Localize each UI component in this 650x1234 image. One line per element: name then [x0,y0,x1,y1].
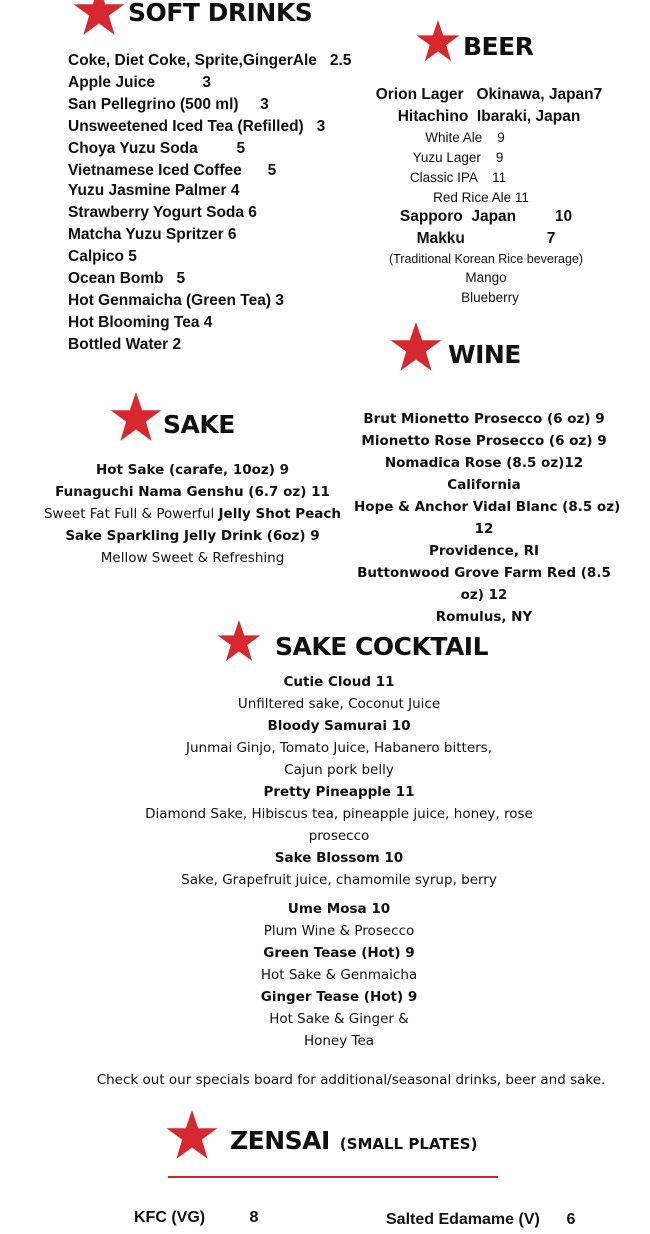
cocktail-item: Junmai Ginjo, Tomato Juice, Habanero bitters, [185,740,493,756]
beer-item: Red Rice Ale 11 [433,190,529,205]
beer-item: Hitachino Ibaraki, Japan [397,108,581,125]
specials-note: Check out our specials board for additional/seasonal drinks, beer and sake. [96,1072,606,1088]
wine-item: Hope & Anchor Vidal Blanc (8.5 oz) [354,499,621,515]
soft-drink-item: Choya Yuzu Soda 5 [68,140,246,157]
soft-drink-item: Bottled Water 2 [68,336,182,353]
wine-heading: WINE [448,340,521,369]
sake-item: Sake Sparkling Jelly Drink (6oz) 9 [65,528,320,544]
wine-item: Romulus, NY [435,609,533,625]
sake-heading: SAKE [163,410,235,439]
cocktail-item: Diamond Sake, Hibiscus tea, pineapple juice, honey, rose [145,806,533,822]
sake-item: Funaguchi Nama Genshu (6.7 oz) 11 [55,484,330,500]
beer-item: Mango [465,270,507,285]
cocktail-item: Ume Mosa 10 [287,901,391,917]
beer-item: Orion Lager Okinawa, Japan7 [375,86,603,103]
wine-item: Brut Mionetto Prosecco (6 oz) 9 [363,411,605,427]
beer-item: Sapporo Japan 10 [399,208,573,225]
wine-item: Mionetto Rose Prosecco (6 oz) 9 [361,433,607,449]
wine-item: 12 [474,521,494,537]
cocktail-item: Bloody Samurai 10 [267,718,411,734]
cocktail-item: Pretty Pineapple 11 [263,784,415,800]
soft-drink-item: Ocean Bomb 5 [68,270,186,287]
star-icon [110,392,162,442]
star-icon [73,0,125,36]
cocktail-item: Green Tease (Hot) 9 [263,945,415,961]
cocktail-item: Plum Wine & Prosecco [263,923,415,939]
soft-drink-item: Apple Juice 3 [68,74,211,91]
soft-drink-item: Strawberry Yogurt Soda 6 [68,204,257,221]
wine-item: Nomadica Rose (8.5 oz)12 [384,455,584,471]
section-divider [168,1176,498,1178]
beer-item: Blueberry [461,290,519,305]
soft-drinks-heading: SOFT DRINKS [128,0,313,27]
cocktail-item: Ginger Tease (Hot) 9 [260,989,418,1005]
soft-drink-item: Calpico 5 [68,248,137,265]
beer-item: Makku 7 [416,230,556,247]
cocktail-item: Cajun pork belly [284,762,394,778]
zensai-item: Salted Edamame (V) 6 [386,1211,576,1228]
star-icon [416,20,460,62]
beer-item: White Ale 9 [425,130,505,145]
star-icon [166,1110,218,1160]
star-icon [217,620,261,662]
wine-item: Buttonwood Grove Farm Red (8.5 [357,565,611,581]
beer-item: Classic IPA 11 [409,170,507,185]
soft-drink-item: Hot Genmaicha (Green Tea) 3 [68,292,284,309]
cocktail-item: Honey Tea [303,1033,375,1049]
cocktail-item: Sake, Grapefruit juice, chamomile syrup, berry [181,872,497,888]
wine-item: oz) 12 [460,587,508,603]
cocktail-item: prosecco [308,828,370,844]
sake-item-name: Jelly Shot Peach [218,506,342,522]
cocktail-item: Cutie Cloud 11 [283,674,395,690]
soft-drink-item: Unsweetened Iced Tea (Refilled) 3 [68,118,326,135]
soft-drink-item: Coke, Diet Coke, Sprite,GingerAle 2.5 [68,52,352,69]
sake-item: Mellow Sweet & Refreshing [100,550,285,566]
wine-item: Providence, RI [428,543,540,559]
sake-item-description: Sweet Fat Full & Powerful [43,506,219,522]
zensai-heading [230,1126,477,1155]
beer-item: Yuzu Lager 9 [412,150,504,165]
cocktail-item: Hot Sake & Genmaicha [260,967,418,983]
soft-drink-item: Hot Blooming Tea 4 [68,314,213,331]
beer-heading: BEER [463,32,534,61]
soft-drink-item: Matcha Yuzu Spritzer 6 [68,226,237,243]
sake-item [40,506,345,522]
zensai-subtitle: (SMALL PLATES) [339,1135,478,1153]
beer-item: (Traditional Korean Rice beverage) [388,252,584,266]
soft-drink-item: San Pellegrino (500 ml) 3 [68,96,269,113]
sake-cocktail-heading: SAKE COCKTAIL [275,632,489,661]
zensai-title: ZENSAI [230,1126,330,1155]
zensai-item: KFC (VG) 8 [134,1209,259,1226]
soft-drink-item: Yuzu Jasmine Palmer 4 [68,182,240,199]
cocktail-item: Hot Sake & Ginger & [269,1011,409,1027]
cocktail-item: Sake Blossom 10 [274,850,404,866]
sake-item: Hot Sake (carafe, 10oz) 9 [95,462,290,478]
soft-drink-item: Vietnamese Iced Coffee 5 [68,162,277,179]
cocktail-item: Unfiltered sake, Coconut Juice [237,696,441,712]
wine-item: California [447,477,521,493]
star-icon [390,322,442,372]
